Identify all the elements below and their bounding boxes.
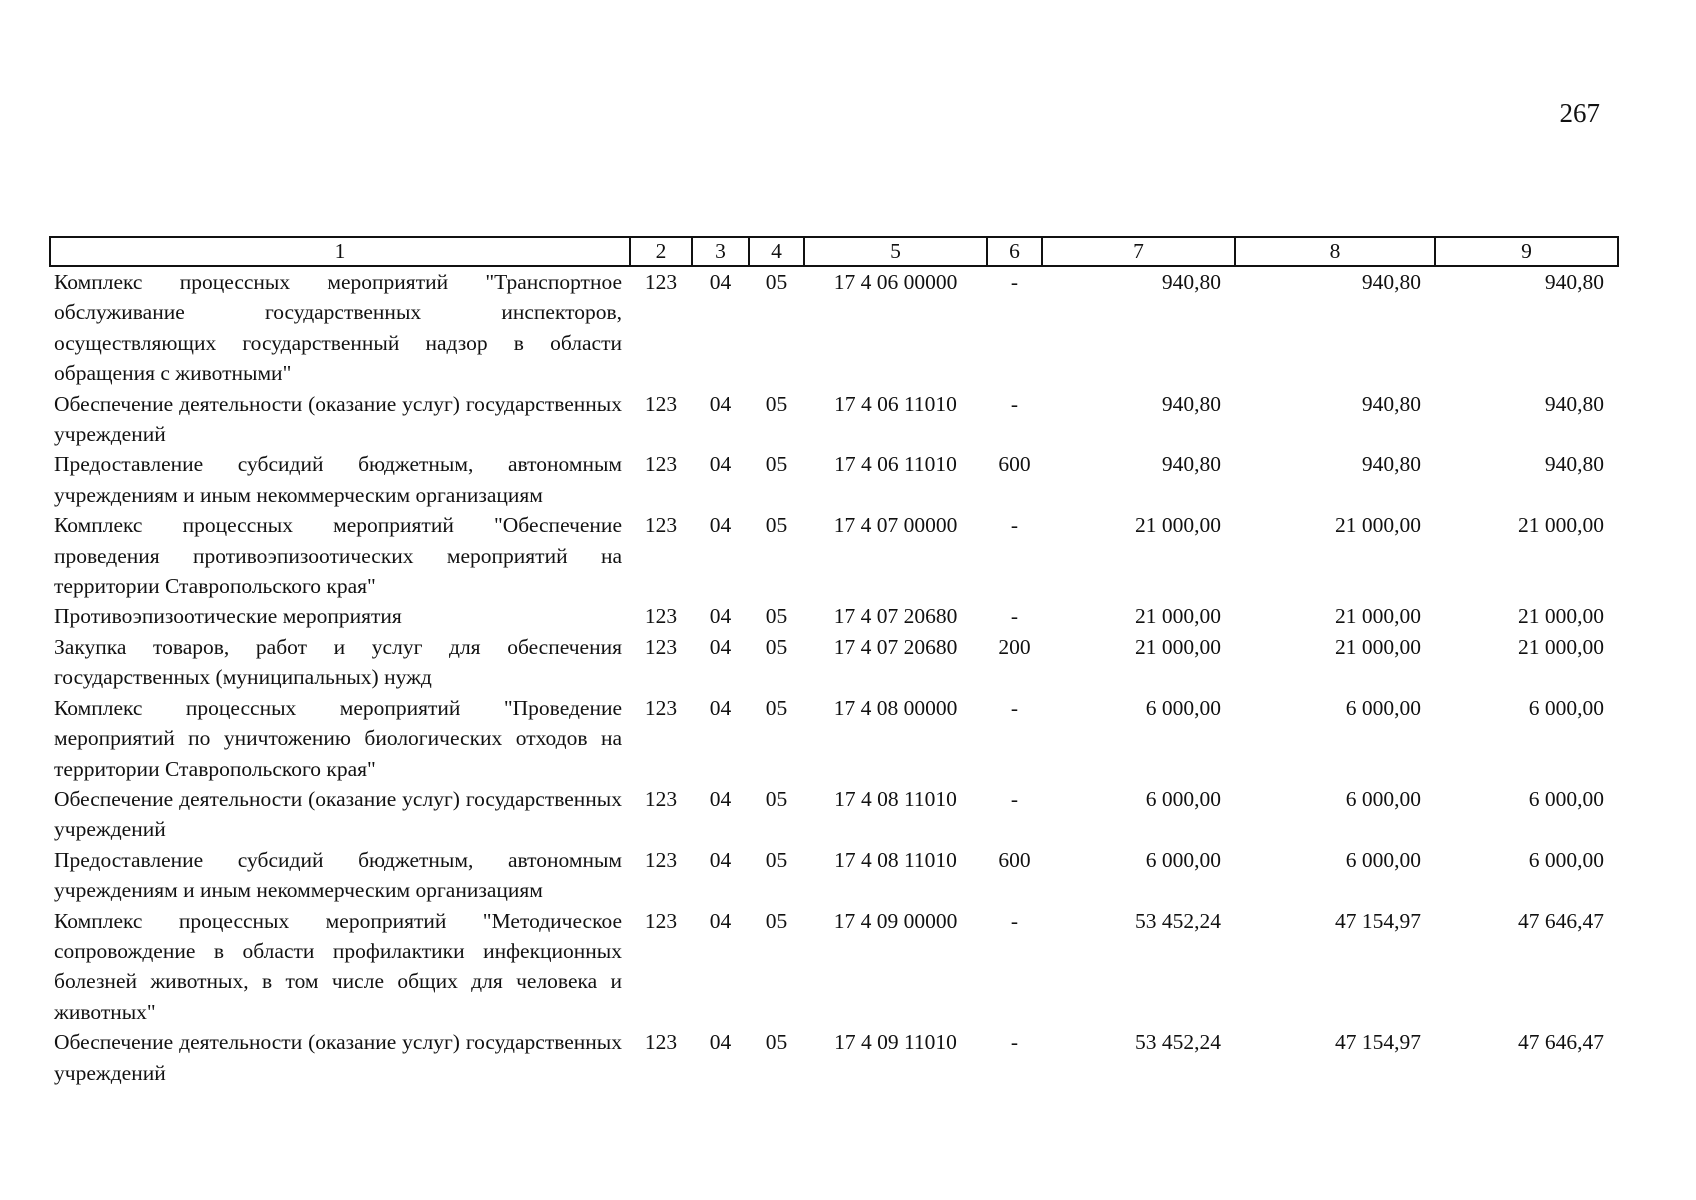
header-col-4: 4 bbox=[749, 237, 804, 266]
row-col-7: 53 452,24 bbox=[1135, 1030, 1221, 1055]
row-col-6: 600 bbox=[998, 847, 1031, 872]
header-col-1: 1 bbox=[50, 237, 630, 266]
row-col-8: 21 000,00 bbox=[1335, 513, 1421, 538]
row-col-3: 04 bbox=[709, 695, 732, 720]
row-col-3: 04 bbox=[709, 908, 732, 933]
header-col-8: 8 bbox=[1235, 237, 1435, 266]
header-col-5: 5 bbox=[804, 237, 987, 266]
row-col-6: - bbox=[1010, 391, 1019, 416]
row-col-5: 17 4 06 11010 bbox=[834, 452, 957, 477]
row-name: Комплекс процессных мероприятий "Методическое сопровождение в области профилактики инфекционных болезней животных, в том числе общих для человека и животных" bbox=[54, 908, 622, 1024]
row-col-5: 17 4 08 00000 bbox=[833, 695, 958, 720]
table-row bbox=[50, 601, 1618, 631]
header-row bbox=[50, 237, 1618, 266]
row-col-7: 53 452,24 bbox=[1135, 908, 1221, 933]
row-col-7: 21 000,00 bbox=[1135, 513, 1221, 538]
row-col-2: 123 bbox=[644, 847, 678, 872]
row-col-9: 940,80 bbox=[1544, 452, 1604, 477]
table-row bbox=[50, 632, 1618, 693]
row-col-5: 17 4 06 00000 bbox=[833, 270, 958, 294]
row-col-3: 04 bbox=[709, 452, 732, 477]
row-col-9: 21 000,00 bbox=[1518, 634, 1604, 659]
row-col-2: 123 bbox=[644, 452, 678, 477]
row-col-6: - bbox=[1010, 270, 1019, 294]
row-col-6: - bbox=[1010, 786, 1019, 811]
row-col-4: 05 bbox=[765, 1030, 788, 1055]
row-col-8: 6 000,00 bbox=[1345, 786, 1421, 811]
row-col-3: 04 bbox=[709, 634, 732, 659]
row-col-8: 21 000,00 bbox=[1335, 604, 1421, 629]
row-col-6: - bbox=[1010, 695, 1019, 720]
header-col-2: 2 bbox=[630, 237, 692, 266]
row-col-4: 05 bbox=[765, 634, 788, 659]
row-col-7: 6 000,00 bbox=[1145, 847, 1221, 872]
row-col-6: - bbox=[1010, 908, 1019, 933]
row-col-7: 6 000,00 bbox=[1145, 786, 1221, 811]
row-col-2: 123 bbox=[644, 391, 678, 416]
row-col-9: 21 000,00 bbox=[1518, 513, 1604, 538]
row-col-5: 17 4 09 00000 bbox=[833, 908, 958, 933]
header-col-6: 6 bbox=[987, 237, 1042, 266]
table-row bbox=[50, 510, 1618, 601]
header-col-9: 9 bbox=[1435, 237, 1618, 266]
row-col-3: 04 bbox=[709, 270, 732, 294]
row-col-5: 17 4 08 11010 bbox=[834, 786, 957, 811]
row-name: Предоставление субсидий бюджетным, автономным учреждениям и иным некоммерческим организациям bbox=[54, 847, 622, 903]
row-col-9: 6 000,00 bbox=[1528, 847, 1604, 872]
row-name: Комплекс процессных мероприятий "Транспортное обслуживание государственных инспекторов, осуществляющих государственный надзор в области обращения с животными" bbox=[54, 270, 622, 386]
page-number: 267 bbox=[1559, 98, 1600, 128]
row-col-7: 940,80 bbox=[1161, 270, 1221, 294]
table-row bbox=[50, 693, 1618, 784]
row-col-3: 04 bbox=[709, 847, 732, 872]
row-col-7: 940,80 bbox=[1161, 452, 1221, 477]
row-col-2: 123 bbox=[644, 786, 678, 811]
row-col-9: 940,80 bbox=[1544, 270, 1604, 294]
row-col-8: 6 000,00 bbox=[1345, 847, 1421, 872]
row-col-4: 05 bbox=[765, 391, 788, 416]
row-name: Комплекс процессных мероприятий "Проведение мероприятий по уничтожению биологических отходов на территории Ставропольского края" bbox=[54, 695, 622, 781]
row-col-5: 17 4 08 11010 bbox=[834, 847, 957, 872]
row-col-9: 47 646,47 bbox=[1518, 1030, 1604, 1055]
row-col-6: - bbox=[1010, 604, 1019, 629]
row-col-8: 940,80 bbox=[1361, 270, 1421, 294]
table-header bbox=[50, 237, 1618, 266]
table-row bbox=[50, 449, 1618, 510]
row-col-4: 05 bbox=[765, 604, 788, 629]
table-row bbox=[50, 266, 1618, 389]
row-col-9: 21 000,00 bbox=[1518, 604, 1604, 629]
row-col-2: 123 bbox=[644, 513, 678, 538]
row-col-9: 940,80 bbox=[1544, 391, 1604, 416]
row-col-8: 6 000,00 bbox=[1345, 695, 1421, 720]
row-col-9: 6 000,00 bbox=[1528, 695, 1604, 720]
table-row bbox=[50, 784, 1618, 845]
row-col-6: - bbox=[1010, 513, 1019, 538]
row-col-2: 123 bbox=[644, 1030, 678, 1055]
row-col-4: 05 bbox=[765, 270, 788, 294]
row-col-4: 05 bbox=[765, 695, 788, 720]
row-col-9: 47 646,47 bbox=[1518, 908, 1604, 933]
row-col-8: 940,80 bbox=[1361, 391, 1421, 416]
row-col-4: 05 bbox=[765, 452, 788, 477]
row-name: Предоставление субсидий бюджетным, автономным учреждениям и иным некоммерческим организациям bbox=[54, 452, 622, 507]
row-col-7: 940,80 bbox=[1161, 391, 1221, 416]
row-col-4: 05 bbox=[765, 786, 788, 811]
row-col-2: 123 bbox=[644, 270, 678, 294]
table-row bbox=[50, 1027, 1618, 1088]
row-col-7: 21 000,00 bbox=[1135, 604, 1221, 629]
table-row bbox=[50, 906, 1618, 1028]
row-col-8: 940,80 bbox=[1361, 452, 1421, 477]
row-col-8: 47 154,97 bbox=[1335, 1030, 1421, 1055]
row-col-6: - bbox=[1010, 1030, 1019, 1055]
table-row bbox=[50, 845, 1618, 906]
row-col-2: 123 bbox=[644, 604, 678, 629]
budget-table bbox=[49, 236, 1619, 1088]
row-col-4: 05 bbox=[765, 847, 788, 872]
row-col-8: 47 154,97 bbox=[1335, 908, 1421, 933]
row-col-5: 17 4 06 11010 bbox=[834, 391, 957, 416]
row-col-6: 200 bbox=[998, 634, 1031, 659]
header-col-7: 7 bbox=[1042, 237, 1235, 266]
row-col-3: 04 bbox=[709, 1030, 732, 1055]
row-col-7: 21 000,00 bbox=[1135, 634, 1221, 659]
row-col-2: 123 bbox=[644, 634, 678, 659]
header-col-3: 3 bbox=[692, 237, 749, 266]
row-col-4: 05 bbox=[765, 908, 788, 933]
row-col-7: 6 000,00 bbox=[1145, 695, 1221, 720]
table-row bbox=[50, 389, 1618, 450]
row-name: Закупка товаров, работ и услуг для обеспечения государственных (муниципальных) нужд bbox=[54, 634, 622, 690]
row-name: Обеспечение деятельности (оказание услуг) государственных учреждений bbox=[54, 786, 622, 842]
row-col-6: 600 bbox=[998, 452, 1031, 477]
row-col-3: 04 bbox=[709, 604, 732, 629]
row-col-9: 6 000,00 bbox=[1528, 786, 1604, 811]
row-col-5: 17 4 09 11010 bbox=[834, 1030, 957, 1055]
row-name: Противоэпизоотические мероприятия bbox=[54, 604, 402, 629]
row-col-2: 123 bbox=[644, 908, 678, 933]
row-name: Комплекс процессных мероприятий "Обеспечение проведения противоэпизоотических мероприятий на территории Ставропольского края" bbox=[54, 513, 622, 599]
row-col-4: 05 bbox=[765, 513, 788, 538]
row-col-5: 17 4 07 20680 bbox=[833, 634, 958, 659]
row-name: Обеспечение деятельности (оказание услуг) государственных учреждений bbox=[54, 1030, 622, 1085]
row-col-8: 21 000,00 bbox=[1335, 634, 1421, 659]
row-col-3: 04 bbox=[709, 391, 732, 416]
row-col-3: 04 bbox=[709, 513, 732, 538]
row-col-2: 123 bbox=[644, 695, 678, 720]
row-col-5: 17 4 07 20680 bbox=[833, 604, 958, 629]
row-name: Обеспечение деятельности (оказание услуг) государственных учреждений bbox=[54, 391, 622, 447]
row-col-3: 04 bbox=[709, 786, 732, 811]
table-body bbox=[50, 266, 1618, 1088]
row-col-5: 17 4 07 00000 bbox=[833, 513, 958, 538]
